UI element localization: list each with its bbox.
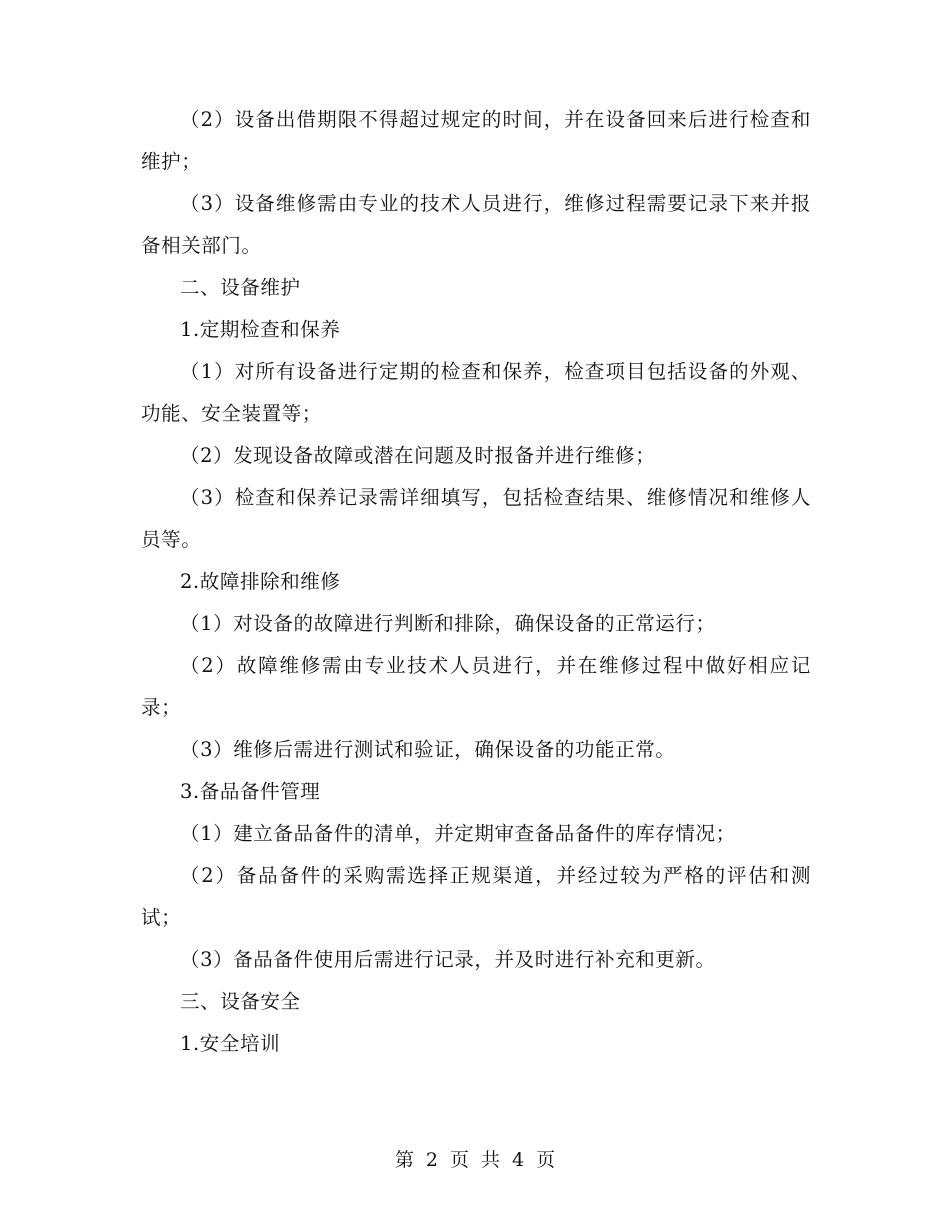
paragraph-5: （1）对所有设备进行定期的检查和保养，检查项目包括设备的外观、功能、安全装置等； bbox=[141, 360, 811, 425]
paragraph-13: （1）建立备品备件的清单，并定期审查备品备件的库存情况； bbox=[180, 822, 736, 845]
paragraph-7: （3）检查和保养记录需详细填写，包括检查结果、维修情况和维修人员等。 bbox=[141, 486, 811, 551]
section-heading-equipment-safety: 三、设备安全 bbox=[180, 990, 301, 1013]
subsection-heading-regular-inspection: 1.定期检查和保养 bbox=[180, 318, 341, 341]
paragraph-10: （2）故障维修需由专业技术人员进行，并在维修过程中做好相应记录； bbox=[141, 654, 811, 719]
paragraph-14: （2）备品备件的采购需选择正规渠道，并经过较为严格的评估和测试； bbox=[141, 864, 811, 929]
section-heading-equipment-maintenance: 二、设备维护 bbox=[180, 276, 301, 299]
paragraph-11: （3）维修后需进行测试和验证，确保设备的功能正常。 bbox=[180, 738, 676, 761]
paragraph-2: （3）设备维修需由专业的技术人员进行，维修过程需要记录下来并报备相关部门。 bbox=[141, 192, 811, 257]
paragraph-15: （3）备品备件使用后需进行记录，并及时进行补充和更新。 bbox=[180, 948, 716, 971]
subsection-heading-fault-repair: 2.故障排除和维修 bbox=[180, 570, 341, 593]
page-number-footer: 第 2 页 共 4 页 bbox=[394, 1149, 556, 1171]
paragraph-1: （2）设备出借期限不得超过规定的时间，并在设备回来后进行检查和维护； bbox=[141, 108, 811, 173]
document-body bbox=[141, 99, 811, 1065]
paragraph-9: （1）对设备的故障进行判断和排除，确保设备的正常运行； bbox=[180, 612, 716, 635]
subsection-heading-safety-training: 1.安全培训 bbox=[180, 1032, 281, 1055]
paragraph-6: （2）发现设备故障或潜在问题及时报备并进行维修； bbox=[180, 444, 656, 467]
subsection-heading-spare-parts: 3.备品备件管理 bbox=[180, 780, 321, 803]
